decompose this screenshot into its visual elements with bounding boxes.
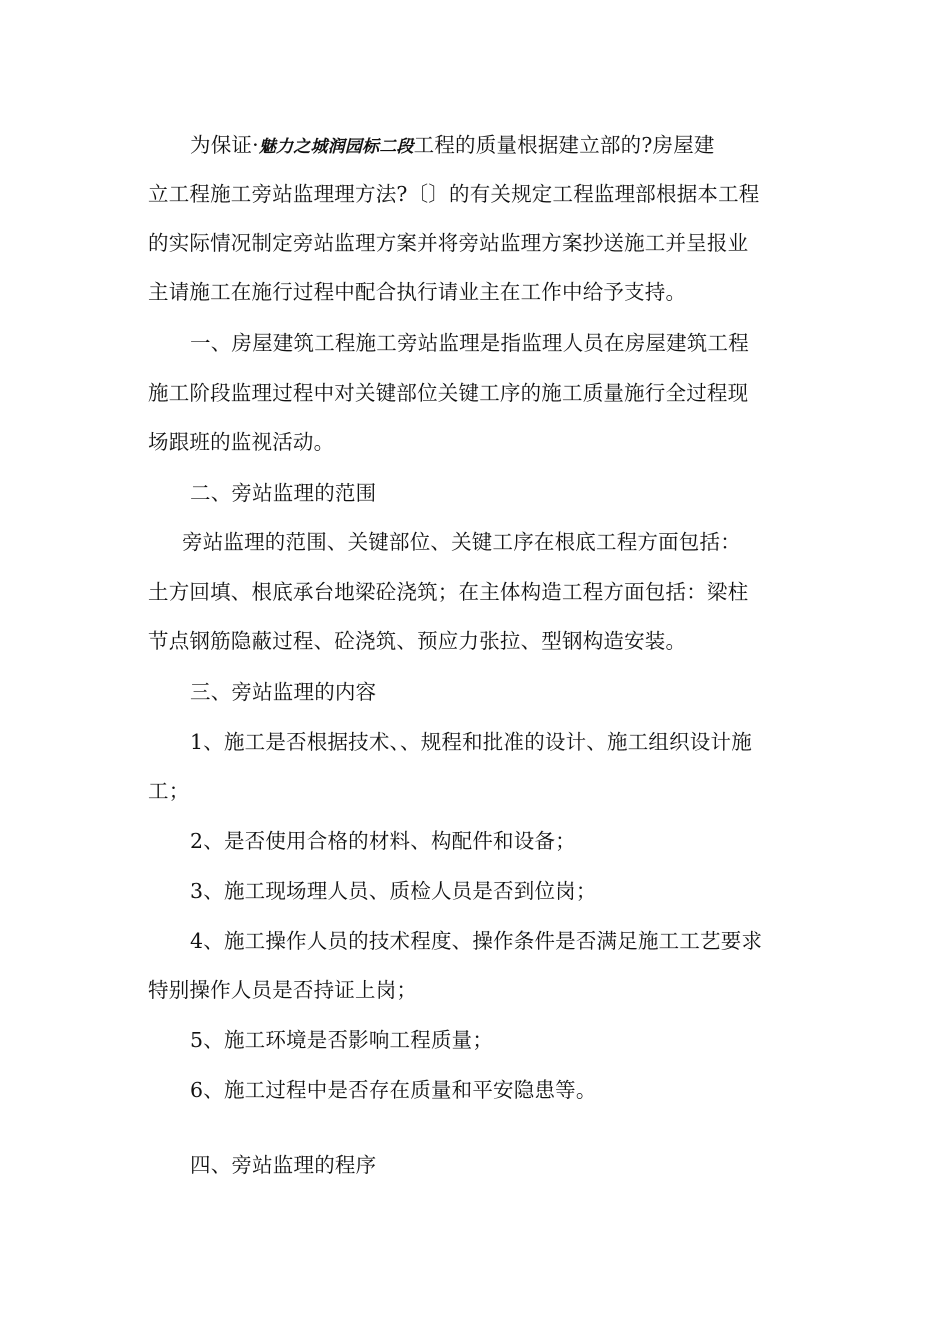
item-6: 6、施工过程中是否存在质量和平安隐患等。 [190,1078,597,1102]
item-4-line-1: 4、施工操作人员的技术程度、操作条件是否满足施工工艺要求 [190,929,763,953]
project-name: 魅力之城润园标二段 [258,137,414,157]
section-2-line-1: 旁站监理的范围、关键部位、关键工序在根底工程方面包括： [182,530,741,554]
section-2-line-2: 土方回填、根底承台地梁砼浇筑；在主体构造工程方面包括：梁柱 [148,580,749,604]
item-1-line-2: 工； [148,779,190,803]
intro-line-4: 主请施工在施行过程中配合执行请业主在工作中给予支持。 [148,280,687,304]
item-3: 3、施工现场理人员、质检人员是否到位岗； [190,879,597,903]
intro-suffix: 工程的质量根据建立部的?房屋建 [413,133,715,157]
item-5: 5、施工环境是否影响工程质量； [190,1028,494,1052]
intro-line-3: 的实际情况制定旁站监理方案并将旁站监理方案抄送施工并呈报业 [148,231,749,255]
item-2: 2、是否使用合格的材料、构配件和设备； [190,829,576,853]
section-1-line-1: 一、房屋建筑工程施工旁站监理是指监理人员在房屋建筑工程 [190,331,749,355]
section-3-heading: 三、旁站监理的内容 [190,680,377,704]
section-1-line-3: 场跟班的监视活动。 [148,430,335,454]
intro-line-2: 立工程施工旁站监理理方法?〔〕的有关规定工程监理部根据本工程 [148,182,760,206]
section-4-heading: 四、旁站监理的程序 [190,1153,377,1177]
section-1-line-2: 施工阶段监理过程中对关键部位关键工序的施工质量施行全过程现 [148,381,749,405]
item-4-line-2: 特别操作人员是否持证上岗； [148,978,418,1002]
intro-line-1 [190,130,860,162]
intro-prefix: 为保证· [190,133,259,157]
section-2-heading: 二、旁站监理的范围 [190,481,377,505]
section-2-line-3: 节点钢筋隐蔽过程、砼浇筑、预应力张拉、型钢构造安装。 [148,629,687,653]
item-1-line-1: 1、施工是否根据技术、、规程和批准的设计、施工组织设计施 [190,730,752,754]
